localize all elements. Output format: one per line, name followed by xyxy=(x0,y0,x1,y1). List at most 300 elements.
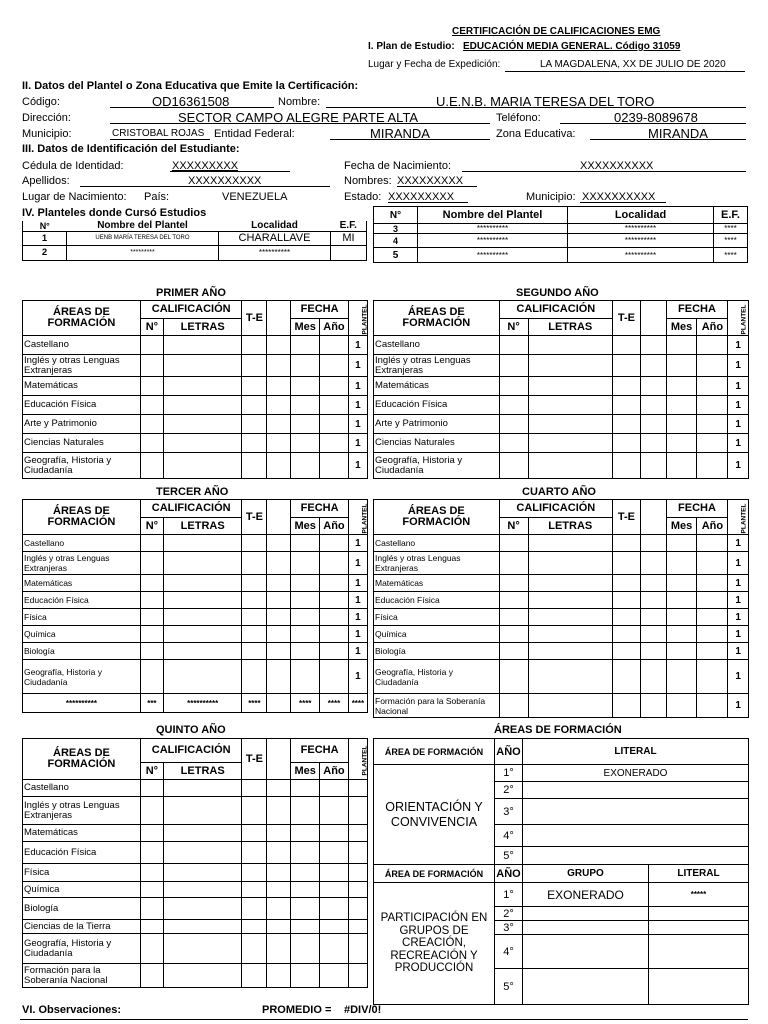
grade-plantel: 1 xyxy=(728,453,749,479)
grade-te xyxy=(242,882,267,898)
header-n: N° xyxy=(499,319,528,336)
grade-area: Biología xyxy=(23,643,141,660)
grade-te xyxy=(242,355,267,377)
stars-n: *** xyxy=(140,694,163,713)
grade-row xyxy=(23,934,368,964)
grade-letras xyxy=(528,660,612,694)
grade-anio xyxy=(697,377,728,396)
grade-row xyxy=(23,643,368,660)
grade-n xyxy=(140,643,163,660)
grade-extra xyxy=(267,920,291,934)
grade-plantel: 1 xyxy=(348,643,367,660)
af-header-literal-2: LITERAL xyxy=(649,865,749,883)
planteles-table-left xyxy=(22,221,367,261)
grade-row xyxy=(374,694,749,718)
grade-row xyxy=(23,609,368,626)
grade-row xyxy=(23,415,368,434)
grade-area: Química xyxy=(374,626,500,643)
grade-anio xyxy=(697,415,728,434)
grade-anio xyxy=(697,336,728,355)
grade-mes xyxy=(291,920,320,934)
grade-n xyxy=(140,535,163,552)
participacion-literal xyxy=(649,921,749,935)
stars-letras: ********** xyxy=(163,694,242,713)
grade-te xyxy=(613,377,641,396)
grade-extra xyxy=(640,626,666,643)
entidad-label: Entidad Federal: xyxy=(214,128,295,140)
grade-anio xyxy=(320,780,349,797)
grade-letras xyxy=(528,643,612,660)
header-calificacion: CALIFICACIÓN xyxy=(499,500,612,518)
header-plantel: PLANTEL xyxy=(348,301,367,336)
grade-mes xyxy=(291,643,320,660)
grade-mes xyxy=(291,898,320,920)
grade-extra xyxy=(267,535,291,552)
grade-plantel: 1 xyxy=(348,396,367,415)
grade-area: Matemáticas xyxy=(374,377,500,396)
grade-area: Matemáticas xyxy=(23,377,141,396)
grade-mes xyxy=(291,934,320,964)
grade-area: Ciencias de la Tierra xyxy=(23,920,141,934)
grade-plantel: 1 xyxy=(348,336,367,355)
fecha-nac-value: XXXXXXXXXX xyxy=(580,160,654,172)
header-areas: ÁREAS DE FORMACIÓN xyxy=(23,739,141,780)
grade-plantel xyxy=(348,964,367,988)
grade-n xyxy=(499,453,528,479)
planteles-header-ef: E.F. xyxy=(331,221,367,231)
af-header-area-2: ÁREA DE FORMACIÓN xyxy=(374,865,495,883)
grade-n xyxy=(140,934,163,964)
grade-area: Biología xyxy=(374,643,500,660)
grade-letras xyxy=(528,694,612,718)
header-letras: LETRAS xyxy=(528,319,612,336)
grade-row xyxy=(23,552,368,575)
apellidos-label: Apellidos: xyxy=(22,175,70,187)
estado-value: XXXXXXXXX xyxy=(388,191,455,203)
grade-anio xyxy=(320,396,349,415)
grade-mes xyxy=(291,780,320,797)
grade-anio xyxy=(320,609,349,626)
grade-area: Castellano xyxy=(23,535,141,552)
grade-extra xyxy=(267,396,291,415)
grade-extra xyxy=(267,434,291,453)
planteles-header-ef: E.F. xyxy=(714,207,748,224)
grade-extra xyxy=(267,898,291,920)
grade-n xyxy=(140,797,163,825)
header-fecha: FECHA xyxy=(291,500,349,518)
plantel-row-4 xyxy=(374,234,748,248)
grade-row xyxy=(23,434,368,453)
grade-n xyxy=(140,396,163,415)
planteles-section-title: IV. Planteles donde Cursó Estudios xyxy=(22,207,207,219)
grade-te xyxy=(242,964,267,988)
grade-te xyxy=(613,415,641,434)
grade-n xyxy=(140,453,163,479)
grade-extra xyxy=(640,415,666,434)
grade-anio xyxy=(697,626,728,643)
grade-row xyxy=(374,575,749,592)
grade-mes xyxy=(291,575,320,592)
grade-extra xyxy=(267,415,291,434)
header-areas: ÁREAS DE FORMACIÓN xyxy=(23,500,141,535)
grade-plantel: 1 xyxy=(348,415,367,434)
plantel-ef: **** xyxy=(714,224,748,234)
af-header-grupo: GRUPO xyxy=(523,865,649,883)
header-fecha: FECHA xyxy=(291,739,349,763)
grade-te xyxy=(242,643,267,660)
grade-area: Inglés y otras Lenguas Extranjeras xyxy=(23,355,141,377)
municipio-est-label: Municipio: xyxy=(526,191,576,203)
grades-table xyxy=(22,300,368,479)
header-te: T-E xyxy=(242,301,267,336)
grade-mes xyxy=(666,434,697,453)
grade-area: Castellano xyxy=(23,780,141,797)
grades-table xyxy=(22,499,368,713)
grade-extra xyxy=(640,535,666,552)
grade-extra xyxy=(640,660,666,694)
grade-te xyxy=(242,626,267,643)
header-mes: Mes xyxy=(666,319,697,336)
grade-area: Formación para la Soberanía Nacional xyxy=(374,694,500,718)
grade-extra xyxy=(267,660,291,694)
grade-letras xyxy=(528,575,612,592)
grade-te xyxy=(613,336,641,355)
plantel-nombre: UENB MARÍA TERESA DEL TORO xyxy=(67,231,219,245)
grade-letras xyxy=(163,609,242,626)
grade-te xyxy=(613,626,641,643)
grade-anio xyxy=(320,660,349,694)
grade-anio xyxy=(320,415,349,434)
grade-te xyxy=(242,797,267,825)
grade-letras xyxy=(163,797,242,825)
participacion-grupo xyxy=(523,935,649,969)
grade-anio xyxy=(697,660,728,694)
grade-extra xyxy=(267,626,291,643)
grade-anio xyxy=(320,453,349,479)
grade-mes xyxy=(291,592,320,609)
participacion-anio: 5° xyxy=(495,969,523,1005)
participacion-literal xyxy=(649,907,749,921)
grade-area: Inglés y otras Lenguas Extranjeras xyxy=(374,355,500,377)
grade-plantel xyxy=(348,842,367,864)
grade-letras xyxy=(163,825,242,842)
grade-letras xyxy=(528,592,612,609)
plantel-nombre: ********** xyxy=(418,248,568,263)
grade-plantel: 1 xyxy=(728,660,749,694)
stars-anio: **** xyxy=(320,694,349,713)
grade-area: Química xyxy=(23,882,141,898)
stars-plantel: **** xyxy=(348,694,367,713)
header-anio: Año xyxy=(320,763,349,780)
zona-label: Zona Educativa: xyxy=(496,128,576,140)
grade-extra xyxy=(267,552,291,575)
grade-extra xyxy=(640,355,666,377)
grade-area: Educación Física xyxy=(23,592,141,609)
grade-row xyxy=(23,898,368,920)
grade-area: Matemáticas xyxy=(23,575,141,592)
plantel-nombre: ********** xyxy=(418,224,568,234)
grade-row xyxy=(23,336,368,355)
grade-row xyxy=(23,964,368,988)
grade-te xyxy=(242,825,267,842)
participacion-area: PARTICIPACIÓN EN GRUPOS DE CREACIÓN, RECREACIÓN Y PRODUCCIÓN xyxy=(374,883,495,1005)
grade-letras xyxy=(163,336,242,355)
grade-anio xyxy=(697,535,728,552)
grade-area: Física xyxy=(23,609,141,626)
grade-anio xyxy=(320,355,349,377)
planteles-header-n: N° xyxy=(374,207,418,224)
grade-n xyxy=(140,882,163,898)
grade-te xyxy=(242,552,267,575)
header-calificacion: CALIFICACIÓN xyxy=(140,739,242,763)
grade-n xyxy=(499,336,528,355)
grade-n xyxy=(140,552,163,575)
grade-row xyxy=(374,415,749,434)
grade-te xyxy=(613,694,641,718)
grade-extra xyxy=(267,609,291,626)
plantel-n: 2 xyxy=(23,245,67,260)
grade-letras xyxy=(163,575,242,592)
grades-table xyxy=(22,738,368,988)
grade-anio xyxy=(320,336,349,355)
grade-letras xyxy=(163,882,242,898)
header-letras: LETRAS xyxy=(163,763,242,780)
grade-anio xyxy=(320,964,349,988)
direccion-label: Dirección: xyxy=(22,112,71,124)
grade-row xyxy=(374,643,749,660)
grade-te xyxy=(242,780,267,797)
plan-value: EDUCACIÓN MEDIA GENERAL. Código 31059 xyxy=(463,41,681,52)
planteles-header-n: N° xyxy=(23,221,67,231)
grade-te xyxy=(613,609,641,626)
plantel-ef: MI xyxy=(331,231,367,245)
planteles-header-nombre: Nombre del Plantel xyxy=(418,207,568,224)
grade-mes xyxy=(291,825,320,842)
orientacion-literal xyxy=(523,799,749,825)
grade-row xyxy=(374,660,749,694)
grade-letras xyxy=(528,396,612,415)
grade-plantel: 1 xyxy=(728,592,749,609)
nombre-plantel-label: Nombre: xyxy=(278,96,321,108)
grade-anio xyxy=(320,575,349,592)
stars-mes: **** xyxy=(291,694,320,713)
grade-letras xyxy=(163,415,242,434)
grade-extra xyxy=(267,797,291,825)
grade-plantel: 1 xyxy=(728,643,749,660)
grade-mes xyxy=(291,377,320,396)
grade-area: Geografía, Historia y Ciudadanía xyxy=(374,453,500,479)
grade-extra xyxy=(640,453,666,479)
pais-label: País: xyxy=(144,191,170,203)
grade-anio xyxy=(697,434,728,453)
grade-extra xyxy=(267,453,291,479)
grade-area: Castellano xyxy=(374,336,500,355)
stars-te: **** xyxy=(242,694,267,713)
grade-mes xyxy=(666,660,697,694)
plan-label: I. Plan de Estudio: xyxy=(368,41,455,52)
grade-anio xyxy=(320,377,349,396)
grade-plantel xyxy=(348,780,367,797)
header-te: T-E xyxy=(242,500,267,535)
municipio-plantel-label: Municipio: xyxy=(22,128,72,140)
grade-anio xyxy=(320,552,349,575)
grade-extra xyxy=(640,377,666,396)
plantel-n: 3 xyxy=(374,224,418,234)
certificate-title: CERTIFICACIÓN DE CALIFICACIONES EMG xyxy=(452,26,661,37)
grade-mes xyxy=(666,609,697,626)
grade-area: Educación Física xyxy=(374,592,500,609)
grade-anio xyxy=(320,898,349,920)
grade-row xyxy=(374,336,749,355)
header-plantel: PLANTEL xyxy=(348,500,367,535)
planteles-header-localidad: Localidad xyxy=(568,207,714,224)
orientacion-anio: 4° xyxy=(495,825,523,847)
grade-te xyxy=(242,396,267,415)
af-header-anio: AÑO xyxy=(495,739,523,765)
cedula-value: XXXXXXXXX xyxy=(172,160,239,172)
nombres-value: XXXXXXXXX xyxy=(397,175,464,187)
grade-n xyxy=(499,575,528,592)
grade-extra xyxy=(267,780,291,797)
grade-plantel: 1 xyxy=(348,609,367,626)
grade-plantel: 1 xyxy=(728,552,749,575)
grade-te xyxy=(613,434,641,453)
grade-mes xyxy=(666,415,697,434)
grade-mes xyxy=(291,660,320,694)
grade-mes xyxy=(666,453,697,479)
af-header-area: ÁREA DE FORMACIÓN xyxy=(374,739,495,765)
header-anio: Año xyxy=(697,518,728,535)
grade-te xyxy=(242,377,267,396)
telefono-value: 0239-8089678 xyxy=(614,110,698,125)
nombre-plantel-value: U.E.N.B. MARIA TERESA DEL TORO xyxy=(436,94,655,109)
grade-letras xyxy=(163,864,242,882)
grade-row xyxy=(23,453,368,479)
af-header-anio-2: AÑO xyxy=(495,865,523,883)
grade-anio xyxy=(320,864,349,882)
grade-area: Biología xyxy=(23,898,141,920)
grade-area: Inglés y otras Lenguas Extranjeras xyxy=(374,552,500,575)
orientacion-anio: 1° xyxy=(495,765,523,782)
grade-extra xyxy=(267,882,291,898)
grade-anio xyxy=(697,643,728,660)
grade-te xyxy=(613,575,641,592)
header-mes: Mes xyxy=(291,763,320,780)
grade-mes xyxy=(666,694,697,718)
orientacion-literal: EXONERADO xyxy=(523,765,749,782)
plantel-localidad: ********** xyxy=(568,224,714,234)
grade-mes xyxy=(666,355,697,377)
header-plantel: PLANTEL xyxy=(728,500,749,535)
grade-n xyxy=(499,592,528,609)
grade-row xyxy=(374,434,749,453)
grade-area: Formación para la Soberanía Nacional xyxy=(23,964,141,988)
participacion-grupo xyxy=(523,969,649,1005)
grade-anio xyxy=(697,592,728,609)
grade-area: Educación Física xyxy=(374,396,500,415)
grade-te xyxy=(242,920,267,934)
grade-anio xyxy=(320,797,349,825)
grade-n xyxy=(140,355,163,377)
participacion-grupo: EXONERADO xyxy=(523,883,649,907)
header-te: T-E xyxy=(613,500,641,535)
grade-area: Ciencias Naturales xyxy=(374,434,500,453)
grade-plantel: 1 xyxy=(348,660,367,694)
municipio-est-value: XXXXXXXXXX xyxy=(582,191,656,203)
grade-n xyxy=(140,825,163,842)
grade-plantel: 1 xyxy=(348,355,367,377)
header-mes: Mes xyxy=(291,518,320,535)
grade-extra xyxy=(640,643,666,660)
grade-plantel xyxy=(348,898,367,920)
grade-row-stars xyxy=(23,694,368,713)
grade-area: Física xyxy=(374,609,500,626)
header-mes: Mes xyxy=(291,319,320,336)
direccion-value: SECTOR CAMPO ALEGRE PARTE ALTA xyxy=(178,110,419,125)
grade-anio xyxy=(697,396,728,415)
grade-anio xyxy=(320,626,349,643)
grade-anio xyxy=(320,825,349,842)
grade-plantel: 1 xyxy=(728,626,749,643)
grade-plantel: 1 xyxy=(348,377,367,396)
grade-extra xyxy=(640,609,666,626)
grade-plantel xyxy=(348,825,367,842)
grade-area: Geografía, Historia y Ciudadanía xyxy=(374,660,500,694)
grade-anio xyxy=(697,694,728,718)
grade-letras xyxy=(163,592,242,609)
header-mes: Mes xyxy=(666,518,697,535)
plantel-n: 1 xyxy=(23,231,67,245)
grade-letras xyxy=(528,609,612,626)
grade-n xyxy=(140,336,163,355)
codigo-value: OD16361508 xyxy=(152,94,230,109)
grade-row xyxy=(374,592,749,609)
grade-anio xyxy=(320,592,349,609)
grade-row xyxy=(23,780,368,797)
grade-n xyxy=(140,842,163,864)
grade-mes xyxy=(291,964,320,988)
grade-anio xyxy=(697,355,728,377)
grade-te xyxy=(613,355,641,377)
telefono-label: Teléfono: xyxy=(496,112,541,124)
participacion-anio: 3° xyxy=(495,921,523,935)
header-anio: Año xyxy=(320,319,349,336)
grade-area: Matemáticas xyxy=(23,825,141,842)
grade-n xyxy=(140,780,163,797)
grade-letras xyxy=(163,453,242,479)
grade-anio xyxy=(320,842,349,864)
header-letras: LETRAS xyxy=(163,319,242,336)
grade-row xyxy=(23,396,368,415)
grade-plantel: 1 xyxy=(348,535,367,552)
participacion-grupo xyxy=(523,921,649,935)
plantel-localidad: ********** xyxy=(568,234,714,248)
header-areas: ÁREAS DE FORMACIÓN xyxy=(23,301,141,336)
grade-n xyxy=(140,415,163,434)
grade-mes xyxy=(291,864,320,882)
grade-n xyxy=(499,396,528,415)
plantel-localidad: CHARALLAVE xyxy=(219,231,331,245)
grade-n xyxy=(140,609,163,626)
grade-extra xyxy=(267,825,291,842)
grade-n xyxy=(499,643,528,660)
grade-te xyxy=(242,592,267,609)
grade-plantel xyxy=(348,934,367,964)
grade-te xyxy=(242,453,267,479)
header-fecha: FECHA xyxy=(666,301,728,319)
grade-letras xyxy=(528,415,612,434)
header-areas: ÁREAS DE FORMACIÓN xyxy=(374,301,500,336)
